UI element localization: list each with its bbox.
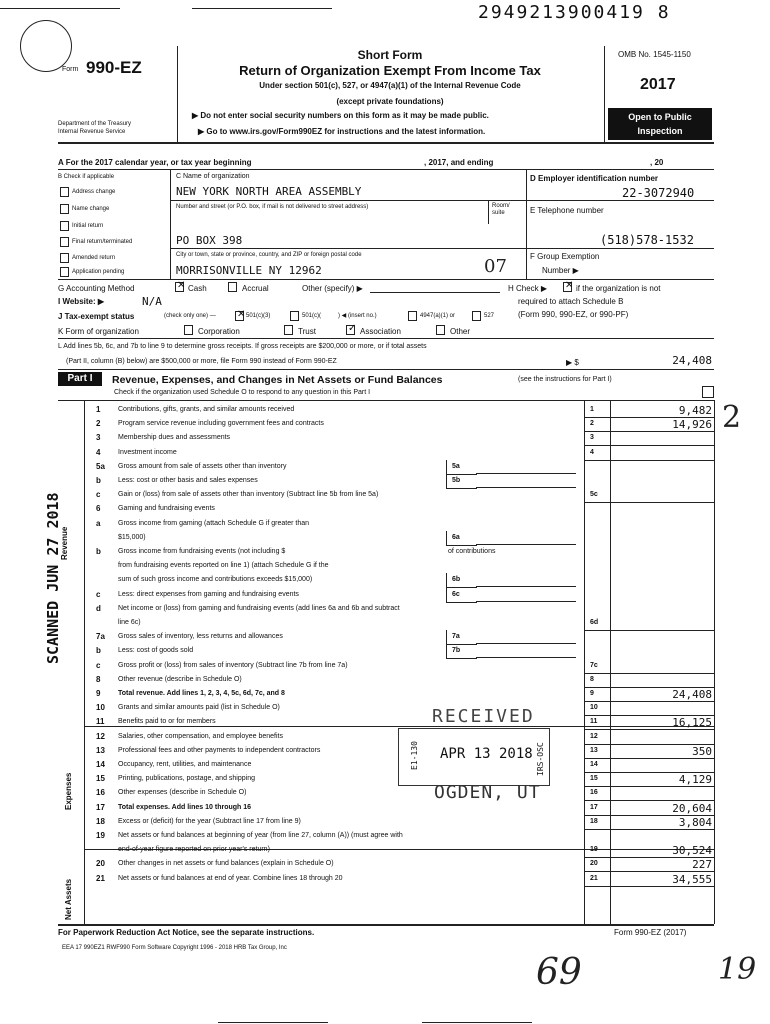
handwritten-page-number: 69 (536, 952, 582, 993)
line-description: Gaming and fundraising events (118, 505, 215, 513)
line-amount[interactable]: 16,125 (672, 716, 712, 730)
city-label: City or town, state or province, country, and ZIP or foreign postal code (176, 252, 362, 258)
sub-box-label: 7a (452, 633, 460, 641)
final-return-checkbox[interactable] (60, 237, 69, 247)
room-suite-label: Room/ suite (492, 203, 510, 216)
corner-circle-icon (20, 20, 72, 72)
line-box-label: 1 (590, 406, 594, 413)
line-box-label: 5c (590, 491, 598, 499)
line-number: 7a (96, 632, 105, 642)
form-of-org-label: K Form of organization (58, 327, 139, 336)
sub-box-label: 6c (452, 590, 460, 598)
line-description: Grants and similar amounts paid (list in Schedule O) (118, 704, 280, 712)
corporation-checkbox[interactable] (184, 325, 193, 335)
sub-box-label: 5b (452, 477, 461, 484)
ein-label: D Employer identification number (530, 174, 659, 183)
line-description: Excess or (deficit) for the year (Subtract line 17 from line 9) (118, 817, 301, 825)
schedule-o-check-text: Check if the organization used Schedule O to respond to any question in this Part I (114, 389, 371, 396)
line-number: 13 (96, 745, 105, 755)
line-description: Less: cost of goods sold (118, 647, 194, 655)
organization-name[interactable]: NEW YORK NORTH AREA ASSEMBLY (176, 185, 362, 198)
software-footer: EEA 17 990EZ1 RWF990 Form Software Copyright 1996 - 2018 HRB Tax Group, Inc (62, 945, 287, 951)
initial-return-label: Initial return (72, 223, 104, 229)
501c-label: 501(c)( (302, 313, 322, 319)
accrual-label: Accrual (242, 284, 269, 293)
other-org-checkbox[interactable] (436, 325, 445, 335)
ogden-stamp: OGDEN, UT (434, 782, 541, 803)
amended-return-checkbox[interactable] (60, 253, 69, 263)
527-label: 527 (484, 313, 495, 319)
line-a-end: , 20 (650, 158, 664, 167)
address-change-checkbox[interactable] (60, 187, 69, 197)
name-change-label: Name change (72, 206, 110, 212)
501c-checkbox[interactable] (290, 311, 299, 321)
line-box-label: 7c (590, 661, 598, 669)
sub-box (446, 531, 477, 546)
stamp-right-code: IRS-OSC (536, 742, 545, 776)
ssn-notice: ▶ Do not enter social security numbers on this form as it may be made public. (192, 111, 489, 120)
line-description: Gross income from fundraising events (not including $ (118, 548, 286, 555)
cash-label: Cash (188, 284, 207, 293)
line-number: b (96, 646, 101, 656)
website-value[interactable]: N/A (142, 295, 162, 308)
section-b-label: B Check if applicable (58, 174, 115, 180)
line-h-text: H Check ▶ (508, 284, 548, 293)
line-number: 15 (96, 774, 105, 784)
sub-box (446, 588, 477, 603)
line-amount[interactable]: 4,129 (678, 773, 712, 787)
line-box-label: 3 (590, 434, 594, 442)
sub-amount-field[interactable] (476, 643, 576, 644)
line-description: sum of such gross income and contributions exceeds $15,000) (118, 576, 313, 584)
line-description: Gross sales of inventory, less returns and allowances (118, 633, 283, 641)
checkmark-icon: ✕ (177, 280, 186, 291)
line-description: Net assets or fund balances at beginning of year (from line 27, column (A)) (must agree with (118, 832, 403, 839)
association-label: Association (360, 327, 401, 336)
website-notice: ▶ Go to www.irs.gov/Form990EZ for instructions and the latest information. (198, 127, 486, 136)
website-label: I Website: ▶ (58, 297, 105, 306)
handwritten-mark: 07 (484, 256, 507, 277)
application-pending-checkbox[interactable] (60, 267, 69, 277)
trust-checkbox[interactable] (284, 325, 293, 335)
line-amount[interactable]: 20,604 (672, 801, 712, 815)
line-number: 10 (96, 703, 105, 713)
form-title: Return of Organization Exempt From Income Tax (239, 63, 541, 78)
insert-no-label: ) ◀ (insert no.) (338, 313, 377, 319)
line-number: 19 (96, 831, 105, 840)
line-description: Occupancy, rent, utilities, and maintenance (118, 761, 252, 768)
line-number: 9 (96, 689, 101, 698)
initial-return-checkbox[interactable] (60, 221, 69, 231)
line-number: 11 (96, 717, 105, 727)
line-description: Membership dues and assessments (118, 434, 231, 442)
line-box-label: 17 (590, 803, 598, 811)
line-l-dollar: ▶ $ (566, 358, 579, 367)
line-description: Net assets or fund balances at end of year. Combine lines 18 through 20 (118, 874, 343, 882)
sub-box-label: 5a (452, 462, 460, 470)
line-box-label: 10 (590, 704, 598, 712)
line-number: 2 (96, 419, 101, 429)
line-rule (584, 630, 714, 631)
final-return-label: Final return/terminated (72, 239, 133, 245)
tax-exempt-hint: (check only one) — (164, 313, 216, 319)
city-state-zip[interactable]: MORRISONVILLE NY 12962 (176, 264, 322, 277)
line-box-label: 19 (590, 846, 598, 854)
line-box-label: 6d (590, 619, 599, 626)
line-number: 8 (96, 674, 101, 684)
line-box-label: 14 (590, 761, 598, 768)
line-description: $15,000) (118, 533, 146, 541)
handwritten-bottom-note: 19 (718, 952, 757, 987)
line-box-label: 12 (590, 732, 598, 740)
line-description: Other expenses (describe in Schedule O) (118, 789, 247, 797)
association-checkbox[interactable] (346, 325, 355, 335)
line-description: Other changes in net assets or fund balances (explain in Schedule O) (118, 860, 334, 868)
line-number: 16 (96, 788, 105, 798)
sub-amount-field[interactable] (476, 586, 576, 587)
line-rule (584, 729, 714, 730)
line-description: end-of-year figure reported on prior year's return) (118, 846, 270, 854)
line-description: Program service revenue including government fees and contracts (118, 420, 324, 428)
sub-box (446, 573, 477, 588)
sub-box-label: 7b (452, 647, 461, 655)
form-subtitle: Under section 501(c), 527, or 4947(a)(1) of the Internal Revenue Code (259, 81, 521, 90)
line-number: b (96, 547, 101, 556)
schedule-o-checkbox[interactable] (702, 386, 714, 398)
name-change-checkbox[interactable] (60, 204, 69, 214)
line-rule (584, 445, 714, 446)
telephone-label: E Telephone number (530, 206, 604, 215)
sub-box-label: 6b (452, 576, 461, 584)
scanned-stamp: SCANNED JUN 27 2018 (44, 492, 62, 664)
part1-title: Revenue, Expenses, and Changes in Net Assets or Fund Balances (112, 374, 443, 386)
line-box-label: 4 (590, 448, 594, 456)
line-number: a (96, 518, 101, 528)
sub-amount-field[interactable] (476, 487, 576, 488)
line-description-tail: of contributions (448, 548, 496, 555)
trust-label: Trust (298, 327, 316, 336)
ein-value[interactable]: 22-3072940 (622, 186, 695, 200)
part1-badge: Part I (58, 372, 102, 386)
handwritten-side-note: 2 (722, 400, 742, 435)
line-rule (584, 701, 714, 702)
line-rule (584, 829, 714, 830)
sub-amount-field[interactable] (476, 544, 576, 545)
line-description: Gross profit or (loss) from sales of inventory (Subtract line 7b from line 7a) (118, 661, 348, 669)
line-description: Total revenue. Add lines 1, 2, 3, 4, 5c, 6d, 7c, and 8 (118, 690, 285, 697)
line-description: Gross income from gaming (attach Schedule G if greater than (118, 519, 310, 527)
line-number: c (96, 589, 101, 599)
telephone-value[interactable]: (518)578-1532 (600, 233, 694, 247)
line-a-mid: , 2017, and ending (424, 158, 494, 167)
other-org-label: Other (450, 327, 471, 336)
form-prefix: Form (62, 66, 79, 73)
line-rule (584, 758, 714, 759)
stamp-left-code: E1-130 (410, 741, 419, 770)
line-box-label: 2 (590, 420, 594, 428)
corporation-label: Corporation (198, 327, 240, 336)
short-form-label: Short Form (357, 48, 423, 62)
line-amount[interactable]: 30,524 (672, 844, 712, 858)
line-box-label: 16 (590, 789, 598, 797)
4947-label: 4947(a)(1) or (420, 313, 456, 319)
line-description: Total expenses. Add lines 10 through 16 (118, 803, 252, 811)
line-number: 14 (96, 760, 105, 769)
line-h-text-2: if the organization is not (576, 284, 661, 293)
line-h-text-4: (Form 990, 990-EZ, or 990-PF) (518, 310, 629, 319)
line-box-label: 21 (590, 874, 598, 882)
accrual-checkbox[interactable] (228, 282, 237, 292)
501c3-label: 501(c)(3) (246, 313, 271, 319)
line-description: Gain or (loss) from sale of assets other than inventory (Subtract line 5b from line 5a) (118, 491, 379, 499)
sub-amount-field[interactable] (476, 473, 576, 474)
line-number: c (96, 660, 101, 670)
sub-box (446, 630, 477, 645)
inspection-label: Inspection (637, 126, 683, 136)
527-checkbox[interactable] (472, 311, 481, 321)
line-number: 20 (96, 859, 105, 869)
net-assets-side-label: Net Assets (64, 878, 73, 920)
sub-box (446, 460, 477, 475)
form-number: 990-EZ (86, 58, 142, 77)
paperwork-notice: For Paperwork Reduction Act Notice, see the separate instructions. (58, 928, 315, 937)
group-exemption-label: F Group Exemption (530, 252, 600, 261)
line-description: Salaries, other compensation, and employee benefits (118, 732, 283, 740)
document-locator-number: 2949213900419 8 (478, 2, 671, 23)
sub-amount-field[interactable] (476, 601, 576, 602)
line-number: 17 (96, 802, 105, 812)
line-l-text-2: (Part II, column (B) below) are $500,000 or more, file Form 990 instead of Form 990-EZ (66, 358, 337, 365)
other-method-label: Other (specify) ▶ (302, 284, 363, 293)
sub-box-label: 6a (452, 533, 460, 541)
section-c-label: C Name of organization (176, 173, 250, 180)
department: Department of the Treasury (58, 121, 132, 127)
gross-receipts-value[interactable]: 24,408 (672, 354, 712, 367)
line-rule (584, 431, 714, 432)
tax-exempt-label: J Tax-exempt status (58, 312, 135, 321)
received-stamp: RECEIVED (432, 706, 535, 727)
line-amount[interactable]: 24,408 (672, 688, 712, 701)
line-box-label: 13 (590, 746, 598, 754)
line-box-label: 18 (590, 817, 598, 825)
line-description: Less: cost or other basis and sales expenses (118, 477, 258, 484)
line-amount[interactable]: 3,804 (678, 815, 712, 829)
line-number: 1 (96, 405, 101, 414)
line-number: 5a (96, 461, 105, 471)
form-footer-label: Form 990-EZ (2017) (614, 928, 687, 937)
line-h-text-3: required to attach Schedule B (518, 297, 624, 306)
part1-title-note: (see the instructions for Part I) (518, 376, 612, 383)
line-box-label: 15 (590, 775, 598, 783)
omb-number: OMB No. 1545-1150 (618, 50, 691, 59)
sub-box (446, 644, 477, 659)
line-number: 12 (96, 731, 105, 741)
street-label: Number and street (or P.O. box, if mail is not delivered to street address) (176, 204, 369, 210)
line-description: Other revenue (describe in Schedule O) (118, 675, 242, 683)
4947-checkbox[interactable] (408, 311, 417, 321)
sub-amount-field[interactable] (476, 657, 576, 658)
line-number: 18 (96, 816, 105, 826)
line-amount[interactable]: 350 (692, 744, 712, 758)
street-address[interactable]: PO BOX 398 (176, 234, 243, 247)
address-change-label: Address change (72, 189, 116, 195)
revenue-side-label: Revenue (60, 526, 69, 560)
line-number: 21 (96, 873, 105, 883)
line-box-label: 8 (590, 675, 594, 683)
line-a-label: A For the 2017 calendar year, or tax year beginning (58, 158, 252, 167)
line-box-label: 9 (590, 690, 594, 697)
checkmark-icon: ✓ (348, 323, 357, 334)
line-number: 3 (96, 433, 101, 443)
line-description: from fundraising events reported on line 1) (attach Schedule G if the (118, 562, 329, 570)
line-box-label: 20 (590, 860, 598, 868)
line-rule (584, 460, 714, 461)
application-pending-label: Application pending (72, 269, 125, 275)
irs-label: Internal Revenue Service (58, 129, 126, 135)
line-number: 4 (96, 447, 101, 457)
amended-return-label: Amended return (72, 255, 116, 261)
line-description: Gross amount from sale of assets other than inventory (118, 462, 287, 470)
line-number: 6 (96, 504, 101, 514)
line-description: Printing, publications, postage, and shipping (118, 775, 255, 783)
cash-checkbox[interactable] (175, 282, 184, 292)
501c3-checkbox[interactable] (235, 311, 244, 321)
line-amount[interactable]: 227 (692, 858, 712, 872)
public-inspection-box (608, 108, 712, 140)
line-box-label: 11 (590, 718, 598, 726)
received-date-stamp: APR 13 2018 (440, 746, 533, 762)
tax-year: 2017 (640, 76, 676, 93)
line-rule (584, 502, 714, 503)
accounting-method-label: G Accounting Method (58, 284, 135, 293)
line-rule (584, 886, 714, 887)
line-description: Benefits paid to or for members (118, 718, 216, 726)
checkmark-icon: ✕ (565, 280, 574, 291)
line-l-text: L Add lines 5b, 6c, and 7b to line 9 to determine gross receipts. If gross receipts are $200,000 or more, or if total assets (58, 343, 427, 350)
line-number: c (96, 490, 101, 500)
line-rule (584, 673, 714, 674)
line-description: Investment income (118, 448, 177, 456)
line-description: Professional fees and other payments to independent contractors (118, 746, 321, 754)
form-subtitle-2: (except private foundations) (336, 97, 444, 106)
schedule-b-checkbox[interactable] (563, 282, 572, 292)
group-exemption-number-label: Number ▶ (542, 266, 579, 275)
line-description: Contributions, gifts, grants, and similar amounts received (118, 406, 295, 413)
line-description: Less: direct expenses from gaming and fundraising events (118, 590, 299, 598)
line-description: Net income or (loss) from gaming and fundraising events (add lines 6a and 6b and subtract (118, 604, 400, 612)
line-number: b (96, 476, 101, 485)
line-amount[interactable]: 9,482 (678, 404, 712, 417)
line-rule (584, 786, 714, 787)
line-amount[interactable]: 34,555 (672, 872, 712, 886)
line-description: line 6c) (118, 619, 141, 626)
line-amount[interactable]: 14,926 (672, 418, 712, 432)
checkmark-icon: ✕ (237, 309, 246, 320)
sub-box (446, 474, 477, 489)
expenses-side-label: Expenses (64, 772, 73, 810)
open-to-public: Open to Public (628, 112, 692, 122)
line-number: d (96, 603, 101, 613)
